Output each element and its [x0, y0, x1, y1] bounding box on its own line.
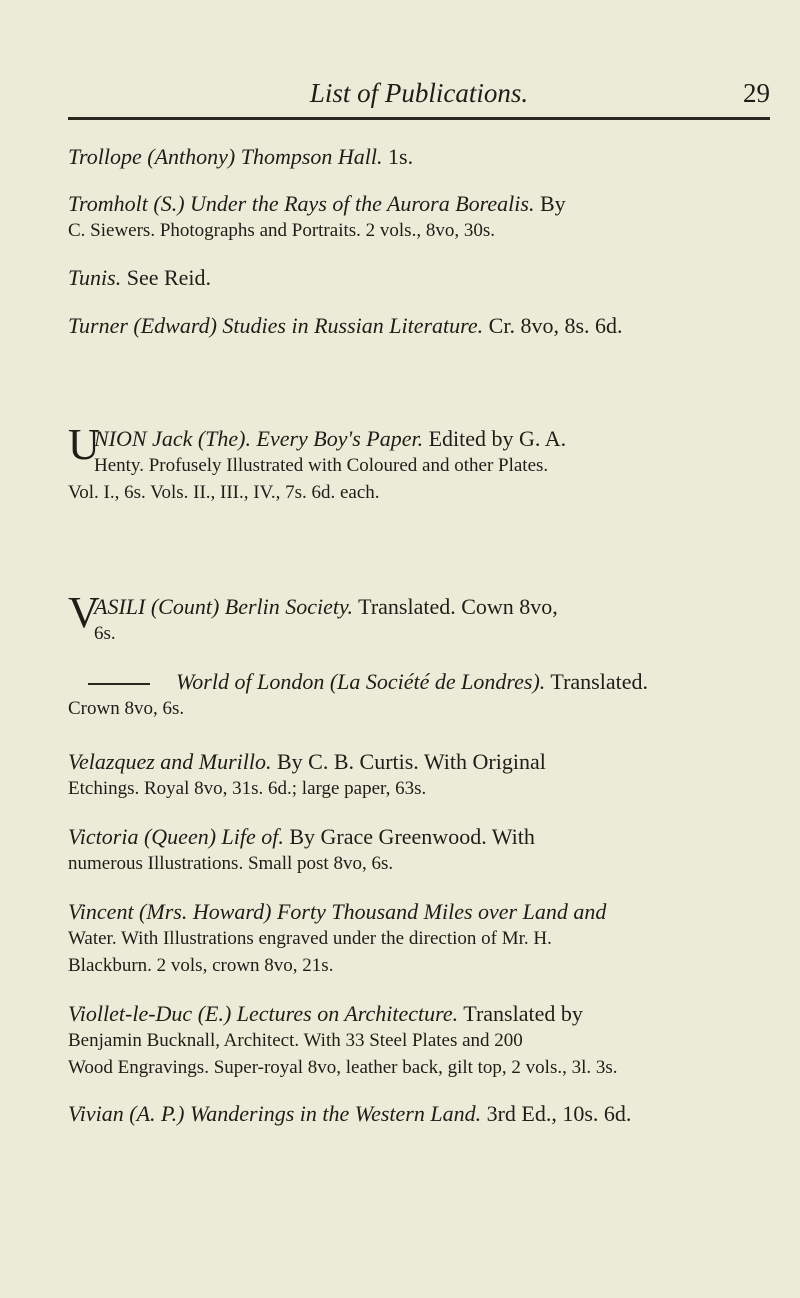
entry-vasili	[68, 588, 773, 647]
entry-title: Tromholt (S.) Under the Rays of the Aurora Borealis.	[68, 191, 535, 216]
page-header	[68, 78, 770, 110]
entry-title: Turner (Edward) Studies in Russian Literature.	[68, 313, 484, 338]
entry-detail: See Reid.	[121, 265, 212, 290]
entry-tunis	[68, 264, 773, 291]
entry-vivian	[68, 1100, 773, 1127]
entry-detail-line: C. Siewers. Photographs and Portraits. 2 vols., 8vo, 30s.	[68, 220, 495, 241]
entry-title: Victoria (Queen) Life of.	[68, 824, 284, 849]
entry-tromholt	[68, 190, 773, 244]
entry-title: World of London (La Société de Londres).	[176, 669, 546, 694]
entry-title: Trollope (Anthony) Thompson Hall.	[68, 144, 383, 169]
entry-detail-line: Etchings. Royal 8vo, 31s. 6d.; large paper, 63s.	[68, 778, 427, 799]
entry-title: Velazquez and Murillo.	[68, 749, 272, 774]
entry-detail: 3rd Ed., 10s. 6d.	[481, 1101, 632, 1126]
page-number: 29	[743, 78, 770, 108]
entry-detail: Cr. 8vo, 8s. 6d.	[483, 313, 623, 338]
entry-detail-line: Benjamin Bucknall, Architect. With 33 Steel Plates and 200	[68, 1030, 523, 1051]
entry-detail-line: Blackburn. 2 vols, crown 8vo, 21s.	[68, 955, 334, 976]
entry-title: Vivian (A. P.) Wanderings in the Western Land.	[68, 1101, 482, 1126]
entry-detail-line: Wood Engravings. Super-royal 8vo, leather back, gilt top, 2 vols., 3l. 3s.	[68, 1057, 618, 1078]
entry-detail-line: Crown 8vo, 6s.	[68, 698, 185, 719]
running-title: List of Publications.	[309, 78, 529, 108]
entry-trollope	[68, 143, 773, 170]
entry-title: Tunis.	[68, 265, 122, 290]
header-rule	[68, 117, 770, 120]
entry-viollet-le-duc	[68, 1000, 773, 1081]
entry-detail-line: Henty. Profusely Illustrated with Coloured and other Plates.	[94, 455, 549, 476]
entry-title: Viollet-le-Duc (E.) Lectures on Architecture.	[68, 1001, 459, 1026]
entry-detail: Translated. Cown 8vo,	[353, 594, 558, 619]
entry-turner	[68, 312, 773, 339]
entry-velazquez	[68, 748, 773, 802]
entry-detail-line: 6s.	[94, 623, 116, 644]
entry-title: NION Jack (The). Every Boy's Paper.	[94, 426, 424, 451]
entry-detail-line: Water. With Illustrations engraved under the direction of Mr. H.	[68, 928, 552, 949]
entry-title: ASILI (Count) Berlin Society.	[94, 594, 354, 619]
entry-union-jack	[68, 420, 773, 506]
entry-detail: Translated by	[458, 1001, 583, 1026]
entry-detail: By	[534, 191, 566, 216]
entry-vincent	[68, 898, 773, 979]
entry-detail-line: Vol. I., 6s. Vols. II., III., IV., 7s. 6d. each.	[68, 482, 380, 503]
entry-victoria	[68, 823, 773, 877]
drop-initial: V	[68, 588, 100, 637]
entry-detail: Edited by G. A.	[423, 426, 567, 451]
drop-initial: U	[68, 420, 100, 469]
entry-detail: Translated.	[545, 669, 648, 694]
entry-detail-line: numerous Illustrations. Small post 8vo, 6s.	[68, 853, 394, 874]
entry-detail: By C. B. Curtis. With Original	[271, 749, 546, 774]
entry-price: 1s.	[382, 144, 414, 169]
entry-world-of-london	[68, 668, 773, 722]
entry-detail: By Grace Greenwood. With	[283, 824, 535, 849]
ditto-dash	[88, 683, 150, 685]
entry-title: Vincent (Mrs. Howard) Forty Thousand Miles over Land and	[68, 899, 607, 924]
